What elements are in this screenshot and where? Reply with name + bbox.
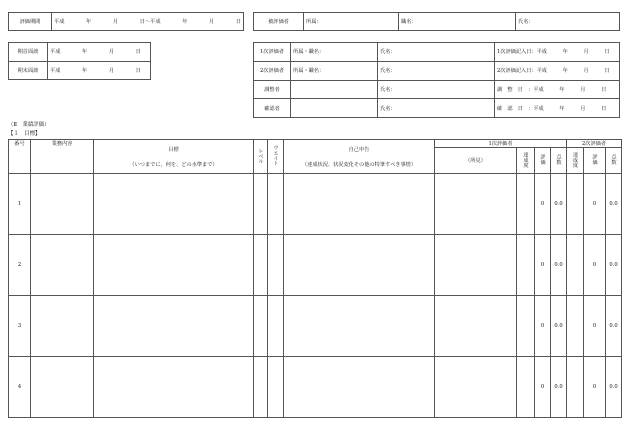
adjuster-role: 調整者 [254,80,291,99]
header-ev2-score-text: 点数 [610,154,617,165]
row-number: 4 [9,357,31,418]
interview-start-day: 日 [135,49,141,56]
period-label: 評価期間 [9,13,52,31]
adjuster-day: 日 [601,86,607,93]
level-cell[interactable] [254,357,268,418]
adjuster-month: 月 [580,86,586,93]
ev1-opinion-cell[interactable] [435,174,517,235]
interview-start-label: 期首面談 [9,43,48,62]
confirmer-affil-field[interactable] [291,99,378,118]
confirmer-row [254,99,620,118]
evaluator-row-1 [254,43,620,62]
evaluator1-affil-field[interactable]: 所属・職名： [291,43,378,62]
goal-cell[interactable] [94,174,254,235]
goals-table [8,139,622,418]
section-title: （Ⅱ 業績評価） [8,122,50,128]
evaluatee-box [253,12,620,31]
evaluator2-year: 年 [562,68,568,75]
header-ev2-achievement [567,148,584,174]
interview-end-day: 日 [135,67,141,74]
self-report-cell[interactable] [284,174,435,235]
interview-start-date-field[interactable] [48,43,151,62]
table-row [9,235,622,296]
ev2-achievement-cell[interactable] [567,296,584,357]
header-goal [94,140,254,174]
ev1-achievement-cell[interactable] [517,357,535,418]
evaluator2-role: 2次評価者 [254,61,291,80]
confirmer-role: 確認者 [254,99,291,118]
ev1-opinion-cell[interactable] [435,235,517,296]
header-evaluator2: 2次評価者 [567,140,622,148]
evaluator2-day: 日 [604,68,610,75]
ev1-evaluation-cell[interactable]: 0 [535,357,551,418]
ev1-evaluation-cell[interactable]: 0 [535,174,551,235]
header-ev2-evaluation-text: 評価 [591,154,598,165]
ev1-evaluation-cell[interactable]: 0 [535,235,551,296]
ev2-score-cell: 0.0 [606,357,622,418]
interview-start-month: 月 [108,49,115,56]
period-day-end: 日 [235,19,242,25]
evaluator1-day: 日 [604,49,610,56]
period-range [52,13,244,31]
header-goal-subtitle: （いつまでに、何を、どの水準まで） [129,161,218,168]
ev2-score-cell: 0.0 [606,296,622,357]
ev2-score-cell: 0.0 [606,174,622,235]
header-ev2-evaluation [584,148,606,174]
period-year-end: 年 [182,19,188,25]
row-number: 3 [9,296,31,357]
evaluator2-date-label: 2次評価記入日：平成 [497,68,547,75]
evaluatee-name-field[interactable]: 氏名： [516,13,620,31]
evaluator2-affil-field[interactable]: 所属・職名： [291,61,378,80]
header-ev1-score-text: 点数 [555,154,562,165]
ev2-score-cell: 0.0 [606,235,622,296]
level-cell[interactable] [254,296,268,357]
header-ev2-achievement-text: 達成度 [572,151,578,168]
work-content-cell[interactable] [31,357,94,418]
self-report-cell[interactable] [284,235,435,296]
header-ev1-evaluation-text: 評価 [539,154,546,165]
adjuster-row [254,80,620,99]
row-number: 2 [9,235,31,296]
evaluator-row-2 [254,61,620,80]
evaluation-period-box [8,12,244,31]
ev1-opinion-cell[interactable] [435,296,517,357]
self-report-cell[interactable] [284,296,435,357]
evaluator1-year: 年 [562,49,568,56]
table-row [9,296,622,357]
evaluatee-affiliation-field[interactable]: 所属： [304,13,399,31]
header-ev1-evaluation [535,148,551,174]
weight-cell[interactable] [268,174,284,235]
adjuster-year: 年 [559,86,565,93]
section-subtitle: 【１ 目標】 [8,131,41,137]
confirmer-year: 年 [559,105,565,112]
adjuster-name-field[interactable]: 氏名： [378,80,495,99]
evaluator2-name-field[interactable]: 氏名： [378,61,495,80]
evaluatee-post-field[interactable]: 職名： [399,13,516,31]
ev1-score-cell: 0.0 [551,235,567,296]
header-self-title: 自己申告 [348,146,370,153]
work-content-cell[interactable] [31,296,94,357]
evaluator1-date-field[interactable] [495,43,620,62]
evaluator1-name-field[interactable]: 氏名： [378,43,495,62]
ev2-achievement-cell[interactable] [567,174,584,235]
confirmer-month: 月 [580,105,586,112]
ev1-score-cell: 0.0 [551,174,567,235]
self-report-cell[interactable] [284,357,435,418]
evaluatee-label: 被評価者 [254,13,304,31]
interview-row-start [9,43,151,62]
ev2-achievement-cell[interactable] [567,235,584,296]
interview-row-end [9,61,151,80]
adjuster-date-field[interactable] [495,80,620,99]
interview-end-date-field[interactable] [48,61,151,80]
interview-start-era: 平成 [50,49,61,56]
interview-start-year: 年 [82,49,88,56]
row-number: 1 [9,174,31,235]
confirmer-name-field[interactable]: 氏名： [378,99,495,118]
ev1-score-cell: 0.0 [551,296,567,357]
ev1-evaluation-cell[interactable]: 0 [535,296,551,357]
ev2-evaluation-cell[interactable]: 0 [584,296,606,357]
ev2-achievement-cell[interactable] [567,357,584,418]
work-content-cell[interactable] [31,235,94,296]
ev1-opinion-cell[interactable] [435,357,517,418]
level-cell[interactable] [254,235,268,296]
ev2-evaluation-cell[interactable]: 0 [584,174,606,235]
adjuster-date-label: 調 整 日 ：平成 [497,86,544,93]
goal-cell[interactable] [94,296,254,357]
header-self-subtitle: （達成状況、状況変化その他の特筆すべき事情） [301,161,417,168]
header-number: 番号 [9,140,31,174]
header-ev2-score [606,148,622,174]
evaluator1-month: 月 [583,49,589,56]
header-ev1-score [551,148,567,174]
period-era-start: 平成 [54,19,65,25]
ev2-evaluation-cell[interactable]: 0 [584,357,606,418]
interview-end-label: 期末面談 [9,61,48,80]
evaluator2-month: 月 [583,68,589,75]
evaluator1-role: 1次評価者 [254,43,291,62]
header-ev1-opinion: （所見） [435,148,517,174]
header-evaluator1: 1次評価者 [435,140,567,148]
period-month-start: 月 [112,19,119,25]
header-work-content: 業務内容 [31,140,94,174]
period-year-start: 年 [86,19,92,25]
header-self-report [284,140,435,174]
evaluator2-date-field[interactable] [495,61,620,80]
header-goal-title: 目標 [168,146,179,153]
table-row [9,174,622,235]
interview-end-year: 年 [82,67,88,74]
adjuster-affil-field[interactable] [291,80,378,99]
goal-cell[interactable] [94,357,254,418]
weight-cell[interactable] [268,235,284,296]
header-row-1 [9,140,622,148]
header-weight [268,140,284,174]
interview-end-era: 平成 [50,67,61,74]
interview-dates-box [8,42,151,80]
weight-cell[interactable] [268,357,284,418]
goal-cell[interactable] [94,235,254,296]
ev1-score-cell: 0.0 [551,357,567,418]
level-cell[interactable] [254,174,268,235]
confirmer-date-label: 確 認 日 ：平成 [497,105,544,112]
header-weight-text: ウエイト [272,145,279,166]
evaluators-box [253,42,620,118]
confirmer-day: 日 [601,105,607,112]
period-month-end: 月 [209,19,215,25]
work-content-cell[interactable] [31,174,94,235]
evaluator1-date-label: 1次評価記入日：平成 [497,49,547,56]
period-to: 日～平成 [139,19,161,25]
header-level [254,140,268,174]
header-level-text: レベル [257,147,264,164]
ev2-evaluation-cell[interactable]: 0 [584,235,606,296]
header-ev1-achievement-text: 達成度 [522,151,529,168]
confirmer-date-field[interactable] [495,99,620,118]
table-row [9,357,622,418]
ev1-achievement-cell[interactable] [517,174,535,235]
ev1-achievement-cell[interactable] [517,296,535,357]
weight-cell[interactable] [268,296,284,357]
interview-end-month: 月 [108,67,115,74]
header-ev1-achievement [517,148,535,174]
ev1-achievement-cell[interactable] [517,235,535,296]
